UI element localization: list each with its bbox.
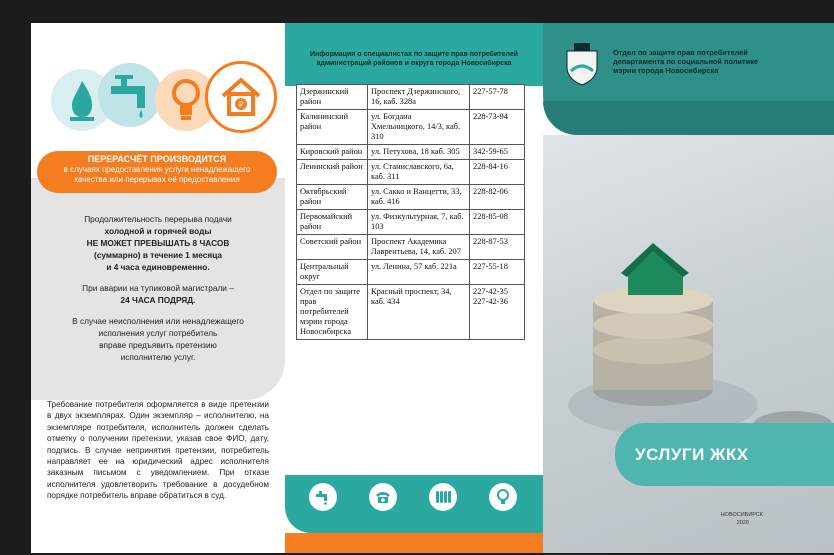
text-line: 24 ЧАСА ПОДРЯД. (120, 295, 196, 305)
district-cell: Ленинский район (297, 160, 368, 185)
banner-heading: ПЕРЕРАСЧЁТ ПРОИЗВОДИТСЯ (87, 154, 227, 164)
banner-text: в случаях предоставления услуги ненадлежащего (63, 165, 251, 174)
table-row (297, 235, 525, 260)
organization-name (613, 48, 813, 75)
city-year (543, 511, 763, 527)
brochure-panel-left (31, 23, 285, 553)
table-row (297, 260, 525, 285)
address-cell: ул. Физкультурная, 7, каб. 103 (368, 210, 470, 235)
interruption-paragraph (45, 213, 271, 273)
text-line: вправе предъявить претензию (99, 340, 217, 350)
contacts-table (296, 84, 525, 340)
phone-cell: 228-73-94 (470, 110, 525, 145)
text-line: При аварии на тупиковой магистрали – (82, 283, 234, 293)
org-line: департамента по социальной политике (613, 57, 759, 66)
phone-icon (369, 483, 397, 511)
footer-icons-band (285, 475, 543, 553)
table-row (297, 110, 525, 145)
district-cell: Дзержинский район (297, 85, 368, 110)
city-name: НОВОСИБИРСК (720, 512, 763, 518)
phone-cell: 227-42-35 227-42-36 (470, 285, 525, 340)
address-cell: ул. Станиславского, 6а, каб. 311 (368, 160, 470, 185)
address-cell: ул. Ленина, 57 каб. 221а (368, 260, 470, 285)
claim-procedure-text: Требование потребителя оформляется в виде претензии в двух экземплярах. Один экземпляр – исполнителю, на экземпляре потребителя, исполнитель должен сделать отметку о получении претензии, указав свое ФИО, дату, подпись. В случае непринятия претензии, потребитель направляет ее на юридический адрес исполнителя заказным письмом с уведомлением. При отказе исполнителя удовлетворить требование в досудебном порядке потребитель вправе обратиться в суд. (47, 400, 269, 501)
header-text: администраций районов и округа города Новосибирска (316, 60, 512, 67)
phone-cell: 228-85-08 (470, 210, 525, 235)
table-row (297, 160, 525, 185)
text-line: и 4 часа единовременно. (106, 262, 210, 272)
faucet-icon (309, 483, 337, 511)
phone-cell: 228-82-06 (470, 185, 525, 210)
publication-year: 2020 (736, 520, 749, 526)
district-cell: Отдел по защите прав потребителей мэрии города Новосибирска (297, 285, 368, 340)
district-cell: Калининский район (297, 110, 368, 145)
radiator-icon (429, 483, 457, 511)
address-cell: Проспект Дзержинского, 16, каб. 328а (368, 85, 470, 110)
phone-cell: 227-57-78 (470, 85, 525, 110)
coins-house-photo (543, 135, 834, 553)
water-tap-icon (98, 63, 162, 127)
phone-cell: 228-84-16 (470, 160, 525, 185)
address-cell: ул. Петухова, 18 каб. 305 (368, 145, 470, 160)
contacts-header (285, 23, 543, 86)
text-line: (суммарно) в течение 1 месяца (93, 250, 223, 260)
table-row (297, 145, 525, 160)
city-coat-of-arms-icon (559, 41, 605, 87)
house-ruble-icon (205, 61, 277, 133)
svg-text:₽: ₽ (238, 100, 244, 109)
header-text: Информация о специалистах по защите прав потребителей (309, 51, 519, 58)
recalculation-banner (37, 151, 277, 193)
district-cell: Кировский район (297, 145, 368, 160)
brochure-panel-middle (285, 23, 543, 553)
lightbulb-icon (489, 483, 517, 511)
address-cell: Красный проспект, 34, каб. 434 (368, 285, 470, 340)
table-row (297, 85, 525, 110)
footer-orange-strip (285, 533, 543, 553)
banner-text: качества или перерывах её предоставления (74, 175, 240, 184)
address-cell: ул. Богдана Хмельницкого, 14/3, каб. 310 (368, 110, 470, 145)
phone-cell: 342-59-65 (470, 145, 525, 160)
interruption-info-box (31, 178, 285, 400)
text-line: исполнителю услуг. (120, 352, 196, 362)
text-line: В случае неисполнения или ненадлежащего (72, 316, 244, 326)
address-cell: Проспект Академика Лаврентьева, 14, каб. 207 (368, 235, 470, 260)
text-line: холодной и горячей воды (104, 226, 212, 236)
org-line: мэрии города Новосибирска (613, 66, 719, 75)
cover-header-band (543, 101, 834, 135)
district-cell: Октябрьский район (297, 185, 368, 210)
brochure-cover-panel (543, 23, 834, 553)
district-cell: Первомайский район (297, 210, 368, 235)
claim-paragraph (45, 315, 271, 363)
cover-title: УСЛУГИ ЖКХ (615, 423, 834, 486)
text-line: Продолжительность перерыва подачи (84, 214, 232, 224)
table-row (297, 185, 525, 210)
utility-icons-row (43, 55, 278, 147)
accident-paragraph (45, 282, 271, 306)
district-cell: Советский район (297, 235, 368, 260)
org-line: Отдел по защите прав потребителей (613, 48, 748, 57)
phone-cell: 228-87-53 (470, 235, 525, 260)
table-row (297, 285, 525, 340)
table-row (297, 210, 525, 235)
district-cell: Центральный округ (297, 260, 368, 285)
text-line: исполнения услуг потребитель (98, 328, 218, 338)
phone-cell: 227-55-18 (470, 260, 525, 285)
address-cell: ул. Сакко и Ванцетти, 33, каб. 416 (368, 185, 470, 210)
text-line: НЕ МОЖЕТ ПРЕВЫШАТЬ 8 ЧАСОВ (86, 238, 230, 248)
coins-illustration (543, 135, 834, 553)
